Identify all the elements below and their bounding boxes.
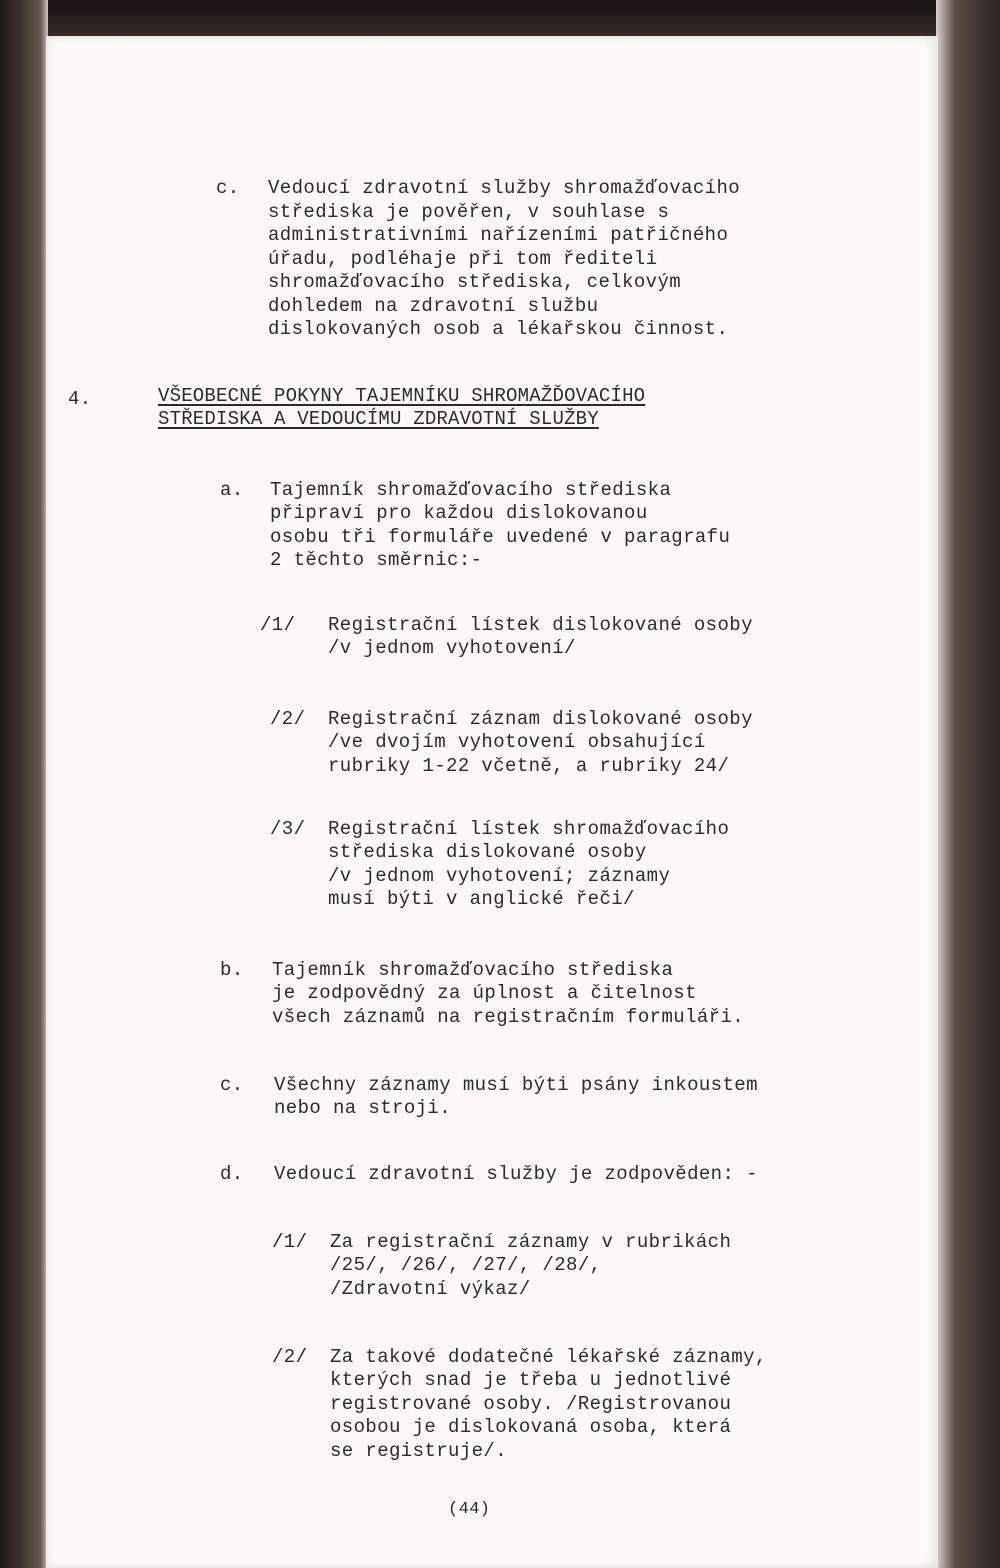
text-line: Tajemník shromažďovacího střediska	[272, 959, 674, 981]
text-line: střediska je pověřen, v souhlase s	[268, 201, 670, 223]
text-line: Registrační lístek shromažďovacího	[328, 818, 730, 840]
subitem-marker: /1/	[260, 614, 296, 636]
text-line: musí býti v anglické řeči/	[328, 888, 635, 910]
item-a-marker: a.	[220, 479, 244, 501]
document-page	[46, 36, 938, 1568]
item-d-marker: d.	[220, 1163, 244, 1185]
text-line: /25/, /26/, /27/, /28/,	[330, 1254, 602, 1276]
subitem-marker: /2/	[270, 708, 306, 730]
text-line: kterých snad je třeba u jednotlivé	[330, 1369, 732, 1391]
text-line: je zodpovědný za úplnost a čitelnost	[272, 982, 697, 1004]
text-line: se registruje/.	[330, 1440, 508, 1462]
section-4-number: 4.	[68, 388, 92, 410]
text-line: Registrační záznam dislokované osoby	[328, 708, 753, 730]
text-line: úřadu, podléhaje při tom řediteli	[268, 248, 658, 270]
text-line: nebo na stroji.	[274, 1097, 452, 1119]
text-line: osobou je dislokovaná osoba, která	[330, 1416, 732, 1438]
section-c-marker: c.	[216, 177, 240, 199]
subitem-marker: /2/	[272, 1346, 308, 1368]
text-line: dohledem na zdravotní službu	[268, 295, 599, 317]
item-c-marker: c.	[220, 1074, 244, 1096]
heading-line: VŠEOBECNÉ POKYNY TAJEMNÍKU SHROMAŽĎOVACÍHO	[158, 385, 646, 407]
text-line: Za takové dodatečné lékařské záznamy,	[330, 1346, 767, 1368]
text-line: administrativními nařízeními patřičného	[268, 224, 729, 246]
text-line: /Zdravotní výkaz/	[330, 1278, 531, 1300]
subitem-marker: /3/	[270, 818, 306, 840]
item-d-text: Vedoucí zdravotní služby je zodpověden: -	[274, 1163, 758, 1185]
text-line: Registrační lístek dislokované osoby	[328, 614, 753, 636]
text-line: registrované osoby. /Registrovanou	[330, 1393, 732, 1415]
text-line: všech záznamů na registračním formuláři.	[272, 1006, 745, 1028]
text-line: osobu tři formuláře uvedené v paragrafu	[270, 526, 731, 548]
page-number: (44)	[448, 1500, 491, 1519]
text-line: /v jednom vyhotovení; záznamy	[328, 865, 671, 887]
heading-line: STŘEDISKA A VEDOUCÍMU ZDRAVOTNÍ SLUŽBY	[158, 408, 599, 430]
text-line: Tajemník shromažďovacího střediska	[270, 479, 672, 501]
text-line: rubriky 1-22 včetně, a rubriky 24/	[328, 755, 730, 777]
book-left-edge	[0, 0, 48, 1568]
text-line: /ve dvojím vyhotovení obsahující	[328, 731, 706, 753]
scan-top-edge	[0, 0, 1000, 40]
text-line: připraví pro každou dislokovanou	[270, 502, 648, 524]
book-cover-right	[936, 0, 1000, 1568]
text-line: Vedoucí zdravotní služby shromažďovacího	[268, 177, 741, 199]
text-line: Za registrační záznamy v rubrikách	[330, 1231, 732, 1253]
subitem-marker: /1/	[272, 1231, 308, 1253]
item-b-marker: b.	[220, 959, 244, 981]
text-line: shromažďovacího střediska, celkovým	[268, 271, 682, 293]
text-line: /v jednom vyhotovení/	[328, 637, 576, 659]
text-line: Všechny záznamy musí býti psány inkoustem	[274, 1074, 758, 1096]
text-line: 2 těchto směrnic:-	[270, 549, 483, 571]
text-line: střediska dislokované osoby	[328, 841, 647, 863]
text-line: dislokovaných osob a lékařskou činnost.	[268, 318, 729, 340]
